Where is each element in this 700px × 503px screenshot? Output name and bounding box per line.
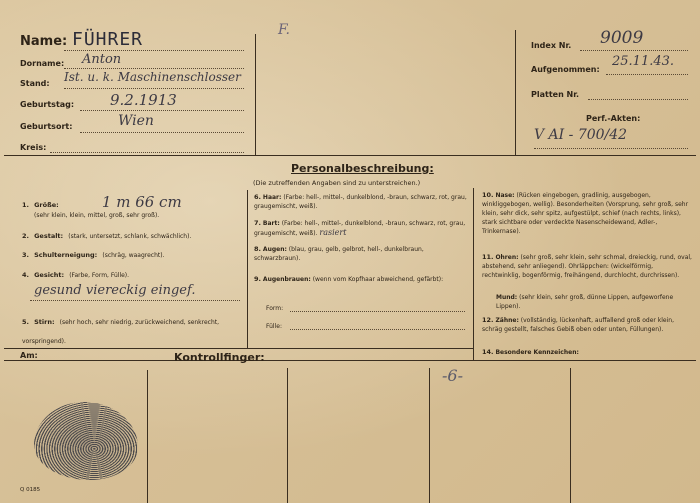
aufgenommen-label: Aufgenommen: (531, 65, 600, 74)
schulter-options: (schräg, waagrecht). (102, 252, 165, 259)
bottom-section-divider (4, 348, 474, 349)
handwritten-mark: -6- (442, 366, 463, 385)
name-label: Name: (20, 34, 68, 49)
stirn-label: Stirn: (34, 318, 55, 326)
finger-box-divider-1 (147, 370, 148, 503)
right-mund (496, 293, 692, 311)
platten-label: Platten Nr. (531, 90, 580, 99)
middle-item-9: 9. Augenbrauen: (wenn vom Kopfhaar abweichend, gefärbt): (254, 275, 444, 283)
personal-subtitle: (Die zutreffenden Angaben sind zu unterstreichen.) (253, 179, 421, 187)
left-item-2: 2. Gestalt: (stark, untersetzt, schlank, schwächlich). (22, 232, 192, 240)
haar-label: Haar: (262, 194, 282, 201)
nase-options: (Rücken eingebogen, gradlinig, ausgebogen, winkliggebogen, wellig). Besonderheiten (Vorsprung, sehr groß, sehr klein, sehr dick, sehr spitz, aufgestülpt, schief (nach rechts, links), stark sichtbare oder verdeckte Nasenscheidewand, Adler-, Trinkernase). (482, 192, 689, 235)
mund-label: Mund: (496, 294, 518, 301)
augen-label: Augen: (262, 246, 287, 253)
bart-handwriting: rasiert (319, 228, 347, 237)
akten-label: Perf.-Akten: (586, 114, 641, 123)
personal-title: Personalbeschreibung: (291, 162, 434, 175)
top-section-divider (4, 155, 696, 156)
haar-options: (Farbe: hell-, mittel-, dunkelblond, -braun, schwarz, rot, grau, graugemischt, weiß). (254, 194, 467, 210)
ohren-label: Ohren: (495, 254, 519, 261)
left-item-4: 4. Gesicht: (Farbe, Form, Fülle). (22, 271, 130, 279)
vorname-label: Dorname: (20, 59, 65, 68)
finger-box-top-line (4, 360, 696, 361)
gestalt-label: Gestalt: (34, 232, 64, 240)
geburtstag-label: Geburtstag: (20, 100, 75, 109)
geburtsort-label: Geburtsort: (20, 122, 73, 131)
left-item-5: 5. Stirn: (sehr hoch, sehr niedrig, zurückweichend, senkrecht, vorspringend). (22, 318, 220, 345)
stand-value: Ist. u. k. Maschinenschlosser (64, 70, 241, 84)
index-label: Index Nr. (531, 41, 572, 50)
kreis-dotted-line (50, 152, 244, 153)
augen-options: (blau, grau, gelb, gelbrot, hell-, dunkelbraun, schwarzbraun). (254, 246, 424, 262)
left-item-1: 1. Größe: 1 m 66 cm (sehr klein, klein, mittel, groß, sehr groß). (22, 192, 242, 220)
stand-label: Stand: (20, 79, 50, 88)
name-value: FÜHRER (72, 29, 144, 50)
gesicht-options: (Farbe, Form, Fülle). (69, 272, 130, 279)
finger-box-divider-3 (429, 368, 430, 503)
middle-item-6: 6. Haar: (Farbe: hell-, mittel-, dunkelblond, -braun, schwarz, rot, grau, graugemischt, weiß). (254, 193, 467, 210)
description-left-divider (247, 190, 248, 348)
akten-value: V AI - 700/42 (534, 127, 628, 143)
akten-dotted-line (534, 148, 688, 149)
right-item-11: 11. Ohren: (sehr groß, sehr klein, sehr schmal, dreieckig, rund, oval, abstehend, sehr anliegend). Ohrläppchen: (wickelförmig, rechtwinklig, bogenförmig, freihängend, durchlocht, durchrissen). (482, 253, 692, 279)
name-dotted-line (64, 50, 244, 51)
finger-box-divider-4 (570, 368, 571, 503)
geburtstag-value: 9.2.1913 (110, 91, 177, 109)
index-value: 9009 (600, 28, 644, 48)
aufgenommen-value: 25.11.43. (612, 54, 675, 69)
index-dotted-line (580, 50, 688, 51)
augenbrauen-options: (wenn vom Kopfhaar abweichend, gefärbt): (312, 276, 444, 283)
gestalt-options: (stark, untersetzt, schlank, schwächlich). (68, 233, 192, 240)
middle-item-7: 7. Bart: (Farbe: hell-, mittel-, dunkelblond, -braun, schwarz, rot, grau, graugemischt, weiß). rasiert (254, 219, 466, 237)
fuelle-label: Fülle: (266, 323, 282, 330)
zaehne-label: Zähne: (495, 317, 519, 324)
groesse-label: Größe: (34, 201, 59, 209)
gesicht-handwriting: gesund viereckig eingef. (34, 283, 196, 298)
top-left-column-divider (255, 34, 256, 156)
aufgenommen-dotted-line (606, 74, 688, 75)
form-dotted-line (290, 311, 465, 312)
geburtsort-dotted-line (80, 132, 244, 133)
finger-box-divider-2 (287, 368, 288, 503)
schulter-label: Schulterneigung: (34, 251, 98, 259)
geburtsort-value: Wien (118, 113, 154, 129)
augenbrauen-label: Augenbrauen: (262, 276, 311, 283)
description-right-divider (473, 188, 474, 360)
groesse-value: 1 m 66 cm (101, 193, 182, 211)
platten-dotted-line (588, 99, 688, 100)
vorname-dotted-line (64, 68, 244, 69)
kreis-label: Kreis: (20, 143, 47, 152)
fingerprint-image (34, 402, 138, 480)
print-code: Q 0185 (20, 487, 41, 493)
vorname-value: Anton (82, 52, 122, 67)
right-item-12: 12. Zähne: (vollständig, lückenhaft, auffallend groß oder klein, schräg gestellt, falsches Gebiß oben oder unten, Füllungen). (482, 316, 675, 333)
gesicht-dotted-line (30, 300, 240, 301)
mund-options: (sehr klein, sehr groß, dünne Lippen, aufgeworfene Lippen). (496, 294, 674, 310)
fuelle-dotted-line (290, 329, 465, 330)
geburtstag-dotted-line (80, 110, 244, 111)
bart-label: Bart: (262, 220, 280, 227)
nase-label: Nase: (495, 192, 515, 199)
kontroll-label: Kontrollfinger: (174, 351, 265, 364)
stand-dotted-line (64, 88, 244, 89)
right-item-10: 10. Nase: (Rücken eingebogen, gradlinig, ausgebogen, winkliggebogen, wellig). Besonderheiten (Vorsprung, sehr groß, sehr klein, sehr dick, sehr spitz, aufgestülpt, schief (nach rechts, links), stark sichtbare oder verdeckte Nasenscheidewand, Adler-, Trinkernase). (482, 191, 689, 235)
form-label: Form: (266, 305, 284, 312)
ohren-options: (sehr groß, sehr klein, sehr schmal, dreieckig, rund, oval, abstehend, sehr anliegend). Ohrläppchen: (wickelförmig, rechtwinklig, bogenförmig, freihängend, durchlocht, durchrissen). (482, 254, 692, 279)
middle-mark: F. (278, 22, 290, 38)
kennzeichen-label: Besondere Kennzeichen: (495, 349, 579, 356)
stirn-options: (sehr hoch, sehr niedrig, zurückweichend, senkrecht, vorspringend). (22, 319, 220, 345)
left-item-3: 3. Schulterneigung: (schräg, waagrecht). (22, 251, 165, 259)
bart-options: (Farbe: hell-, mittel-, dunkelblond, -braun, schwarz, rot, grau, graugemischt, weiß). (254, 220, 466, 237)
groesse-options: (sehr klein, klein, mittel, groß, sehr groß). (34, 212, 160, 219)
zaehne-options: (vollständig, lückenhaft, auffallend groß oder klein, schräg gestellt, falsches Gebiß oben oder unten, Füllungen). (482, 317, 675, 333)
gesicht-label: Gesicht: (34, 271, 65, 279)
top-right-column-divider (515, 30, 516, 156)
middle-item-8: 8. Augen: (blau, grau, gelb, gelbrot, hell-, dunkelbraun, schwarzbraun). (254, 245, 424, 262)
am-label: Am: (20, 351, 38, 360)
right-item-14: 14. Besondere Kennzeichen: (482, 348, 579, 356)
